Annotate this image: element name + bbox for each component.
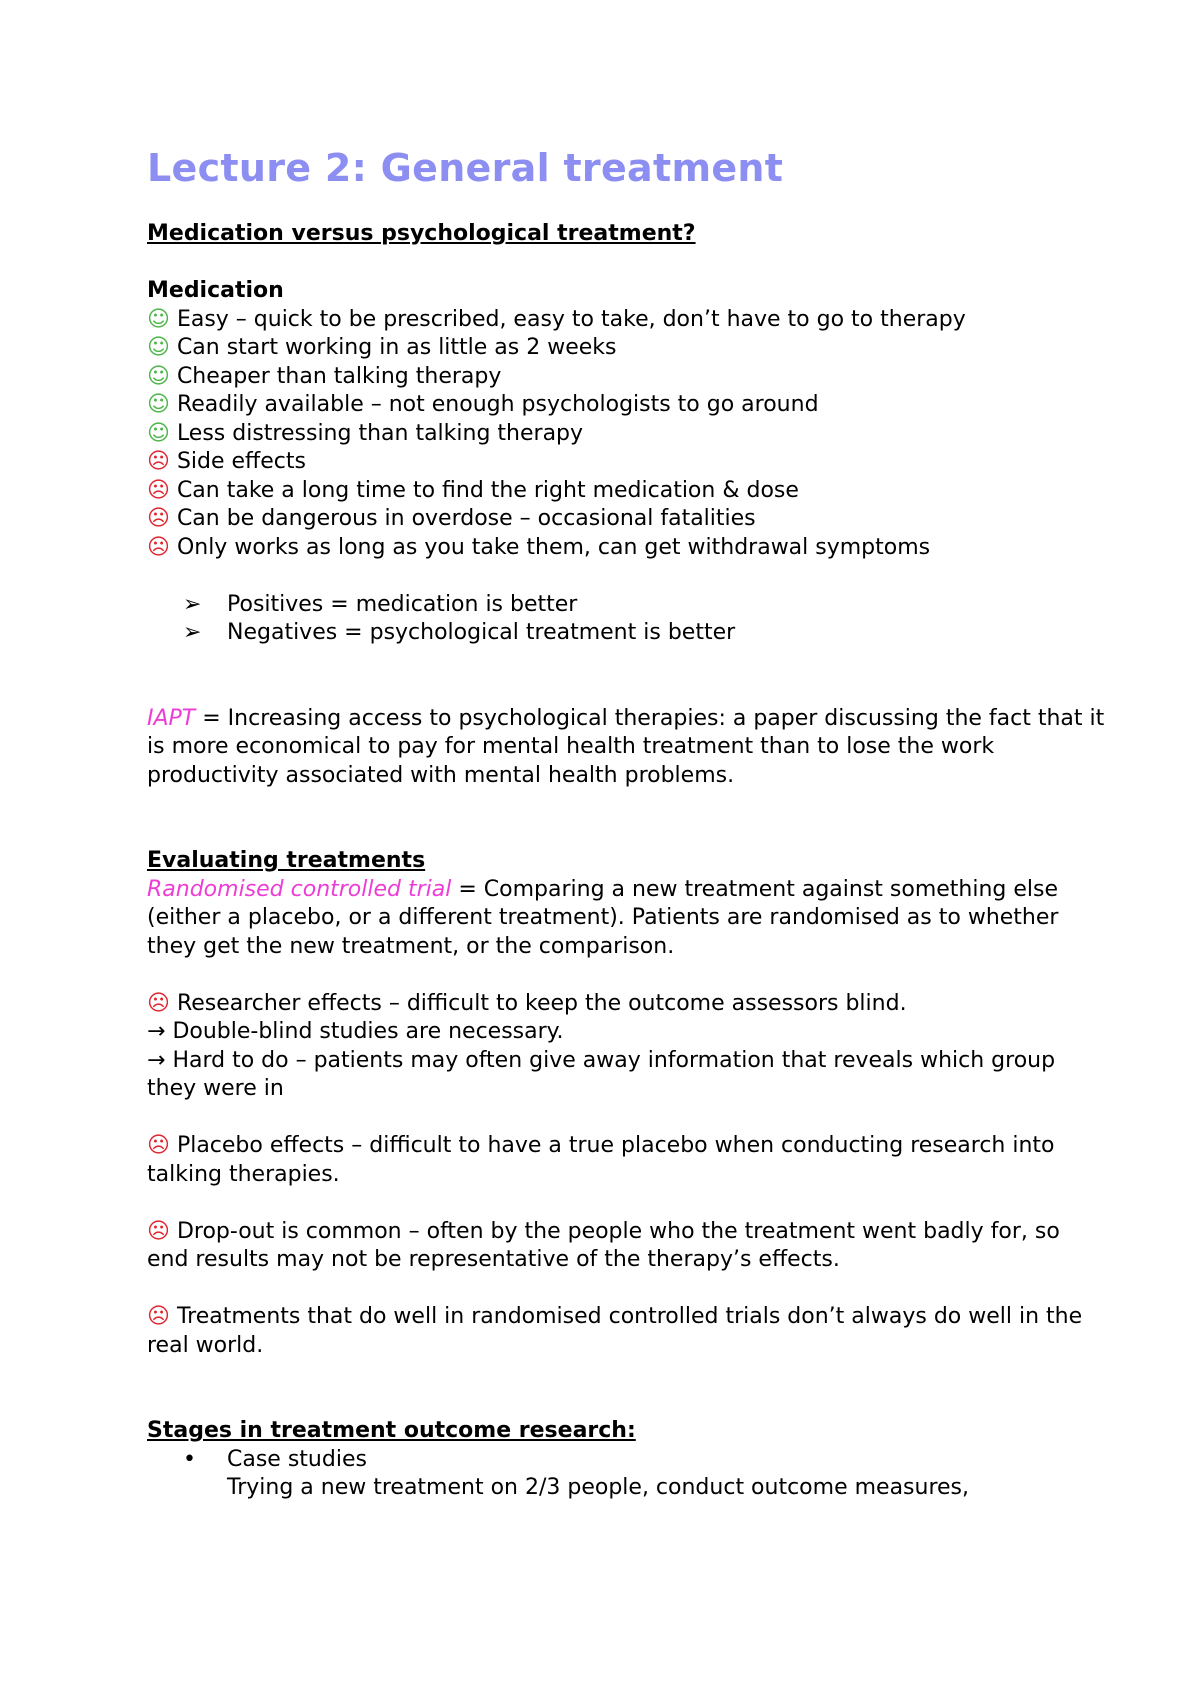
section-heading-stages: Stages in treatment outcome research: [147,1418,636,1443]
frown-icon: ☹ [147,506,170,531]
list-item-text: Readily available – not enough psychologists to go around [176,392,819,417]
real-world-text: Treatments that do well in randomised controlled trials don’t always do well in the real world. [147,1304,1083,1358]
arrow-bullet-icon: ➢ [183,591,202,617]
smile-icon: ☺ [147,306,170,332]
researcher-effects-item [147,990,1107,1019]
double-blind-item [147,1018,1107,1047]
stage-description: Trying a new treatment on 2/3 people, conduct outcome measures, [227,1475,970,1500]
bullet-icon: • [183,1446,196,1472]
rct-term: Randomised controlled trial [147,876,452,902]
list-item-text: Negatives = psychological treatment is better [227,620,736,645]
double-blind-text: Double-blind studies are necessary. [172,1019,564,1044]
list-item-text: Easy – quick to be prescribed, easy to take, don’t have to go to therapy [176,306,966,332]
frown-icon: ☹ [147,1304,170,1329]
list-item [147,448,1107,477]
smile-icon: ☺ [147,335,170,360]
section-heading-medication-vs-psych: Medication versus psychological treatment? [147,221,696,246]
summary-arrow-list [147,591,1107,648]
list-item-text: Cheaper than talking therapy [176,363,502,389]
hard-to-do-item [147,1047,1107,1104]
researcher-effects-text: Researcher effects – difficult to keep the outcome assessors blind. [176,990,907,1016]
iapt-paragraph [147,705,1107,791]
list-item [147,420,1107,449]
list-item [183,591,1107,620]
list-item [147,334,1107,363]
list-item [147,391,1107,420]
frown-icon: ☹ [147,477,170,503]
right-arrow-icon: → [147,1019,166,1044]
smile-icon: ☺ [147,420,170,446]
smile-icon: ☺ [147,392,170,417]
list-item-text: Less distressing than talking therapy [176,420,584,446]
list-item [183,619,1107,648]
list-item-text: Only works as long as you take them, can get withdrawal symptoms [176,534,931,560]
list-item [147,477,1107,506]
section-heading-evaluating-treatments: Evaluating treatments [147,848,426,873]
frown-icon: ☹ [147,990,170,1016]
medication-pros-cons-list [147,306,1107,563]
arrow-bullet-icon: ➢ [183,620,202,645]
list-item [147,306,1107,335]
smile-icon: ☺ [147,363,170,389]
list-item-text: Side effects [176,449,306,474]
dropout-item [147,1218,1107,1275]
iapt-definition: = Increasing access to psychological therapies: a paper discussing the fact that it is more economical to pay for mental health treatment than to lose the work productivity associated with mental health problems. [147,705,1105,788]
list-item-text: Can start working in as little as 2 weeks [176,335,617,360]
frown-icon: ☹ [147,534,170,560]
stages-bullet-list [147,1446,1107,1503]
subheading-medication: Medication [147,278,284,303]
iapt-term: IAPT [147,705,196,731]
right-arrow-icon: → [147,1047,166,1073]
list-item [147,534,1107,563]
list-item [147,363,1107,392]
frown-icon: ☹ [147,1133,170,1158]
list-item-text: Can be dangerous in overdose – occasional fatalities [176,506,756,531]
frown-icon: ☹ [147,1218,170,1244]
hard-to-do-text: Hard to do – patients may often give away information that reveals which group they were in [147,1047,1056,1101]
list-item-text: Can take a long time to find the right medication & dose [176,477,799,503]
document-page [147,140,1107,1503]
real-world-item [147,1303,1107,1360]
list-item [147,505,1107,534]
list-item-text: Positives = medication is better [227,591,578,617]
list-item [183,1446,1107,1475]
placebo-effects-text: Placebo effects – difficult to have a true placebo when conducting research into talking therapies. [147,1133,1055,1187]
page-title: Lecture 2: General treatment [147,146,784,190]
stage-label: Case studies [227,1446,367,1472]
frown-icon: ☹ [147,449,170,474]
placebo-effects-item [147,1132,1107,1189]
rct-definition: = Comparing a new treatment against something else (either a placebo, or a different treatment). Patients are randomised as to whether they get the new treatment, or the comparison. [147,876,1059,959]
dropout-text: Drop-out is common – often by the people who the treatment went badly for, so end results may not be representative of the therapy’s effects. [147,1218,1060,1272]
rct-paragraph [147,876,1107,962]
